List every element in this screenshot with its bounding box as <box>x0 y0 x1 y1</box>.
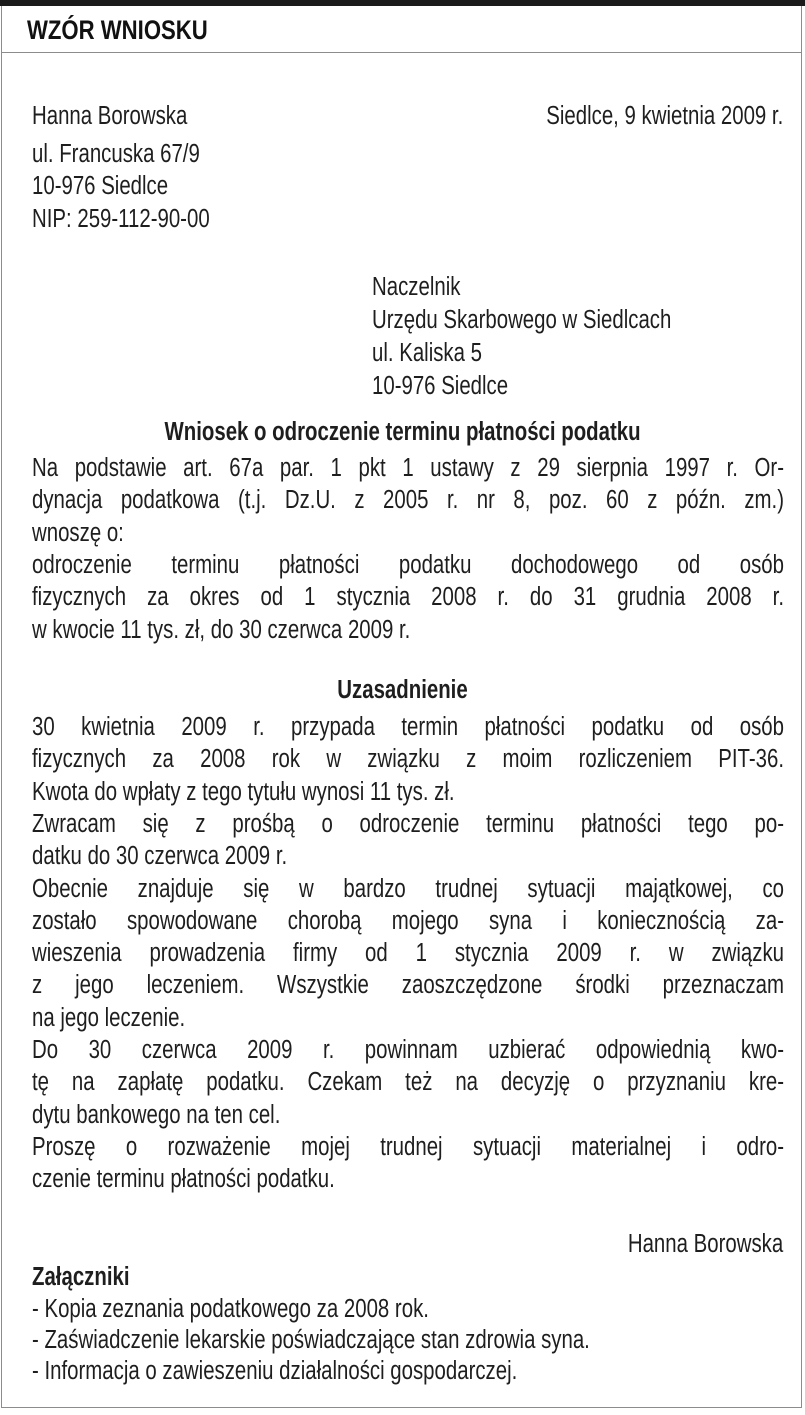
text-line: wnoszę o: <box>32 518 124 547</box>
text-line: Kwota do wpłaty z tego tytułu wynosi 11 tys. zł. <box>32 777 455 806</box>
sender-nip: NIP: 259-112-90-00 <box>32 205 210 233</box>
text-line: zostało spowodowane chorobą mojego syna i koniecznością za- <box>32 906 784 935</box>
recipient-line: 10-976 Siedlce <box>372 372 509 400</box>
text-line: tę na zapłatę podatku. Czekam też na decyzję o przyznaniu kre- <box>32 1068 784 1097</box>
place-date: Siedlce, 9 kwietnia 2009 r. <box>545 102 783 130</box>
text-line: fizycznych za okres od 1 stycznia 2008 r. do 31 grudnia 2008 r. <box>32 583 784 612</box>
text-line: wieszenia prowadzenia firmy od 1 stycznia 2009 r. w związku <box>32 939 784 968</box>
text-line: dynacja podatkowa (t.j. Dz.U. z 2005 r. nr 8, poz. 60 z późn. zm.) <box>32 486 784 515</box>
text-line: datku do 30 czerwca 2009 r. <box>32 842 288 871</box>
text-line: z jego leczeniem. Wszystkie zaoszczędzone środki przeznaczam <box>32 971 784 1000</box>
recipient-line: ul. Kaliska 5 <box>372 339 482 367</box>
text-line: 30 kwietnia 2009 r. przypada termin płatności podatku od osób <box>32 713 784 741</box>
recipient-line: Urzędu Skarbowego w Siedlcach <box>372 306 672 334</box>
justification-heading <box>0 675 805 706</box>
header-title: WZÓR WNIOSKU <box>27 15 208 45</box>
document-title <box>0 417 805 448</box>
text-line: na jego leczenie. <box>32 1003 186 1032</box>
text-line: fizycznych za 2008 rok w związku z moim rozliczeniem PIT-36. <box>32 745 784 774</box>
sender-street: ul. Francuska 67/9 <box>32 140 200 168</box>
attachment-item: - Kopia zeznania podatkowego za 2008 rok. <box>32 1295 429 1323</box>
document-title-text: Wniosek o odroczenie terminu płatności podatku <box>164 418 641 446</box>
text-line: Zwracam się z prośbą o odroczenie terminu płatności tego po- <box>32 809 784 838</box>
attachment-item: - Informacja o zawieszeniu działalności gospodarczej. <box>32 1357 518 1385</box>
sender-city: 10-976 Siedlce <box>32 172 169 200</box>
text-line: odroczenie terminu płatności podatku dochodowego od osób <box>32 550 784 579</box>
sender-name: Hanna Borowska <box>32 102 188 130</box>
text-line: Proszę o rozważenie mojej trudnej sytuacji materialnej i odro- <box>32 1132 784 1161</box>
text-line: w kwocie 11 tys. zł, do 30 czerwca 2009 r. <box>32 615 411 644</box>
attachment-item: - Zaświadczenie lekarskie poświadczające stan zdrowia syna. <box>32 1326 590 1354</box>
text-line: Obecnie znajduje się w bardzo trudnej sytuacji majątkowej, co <box>32 874 784 903</box>
header <box>1 6 802 53</box>
recipient-line: Naczelnik <box>372 273 461 301</box>
text-line: dytu bankowego na ten cel. <box>32 1100 281 1129</box>
text-line: Na podstawie art. 67a par. 1 pkt 1 ustawy z 29 sierpnia 1997 r. Or- <box>32 454 784 482</box>
attachments-heading: Załączniki <box>32 1263 130 1291</box>
text-line: czenie terminu płatności podatku. <box>32 1165 335 1194</box>
text-line: Do 30 czerwca 2009 r. powinnam uzbierać odpowiednią kwo- <box>32 1036 784 1064</box>
signature: Hanna Borowska <box>627 1230 783 1258</box>
justification-heading-text: Uzasadnienie <box>337 676 468 704</box>
